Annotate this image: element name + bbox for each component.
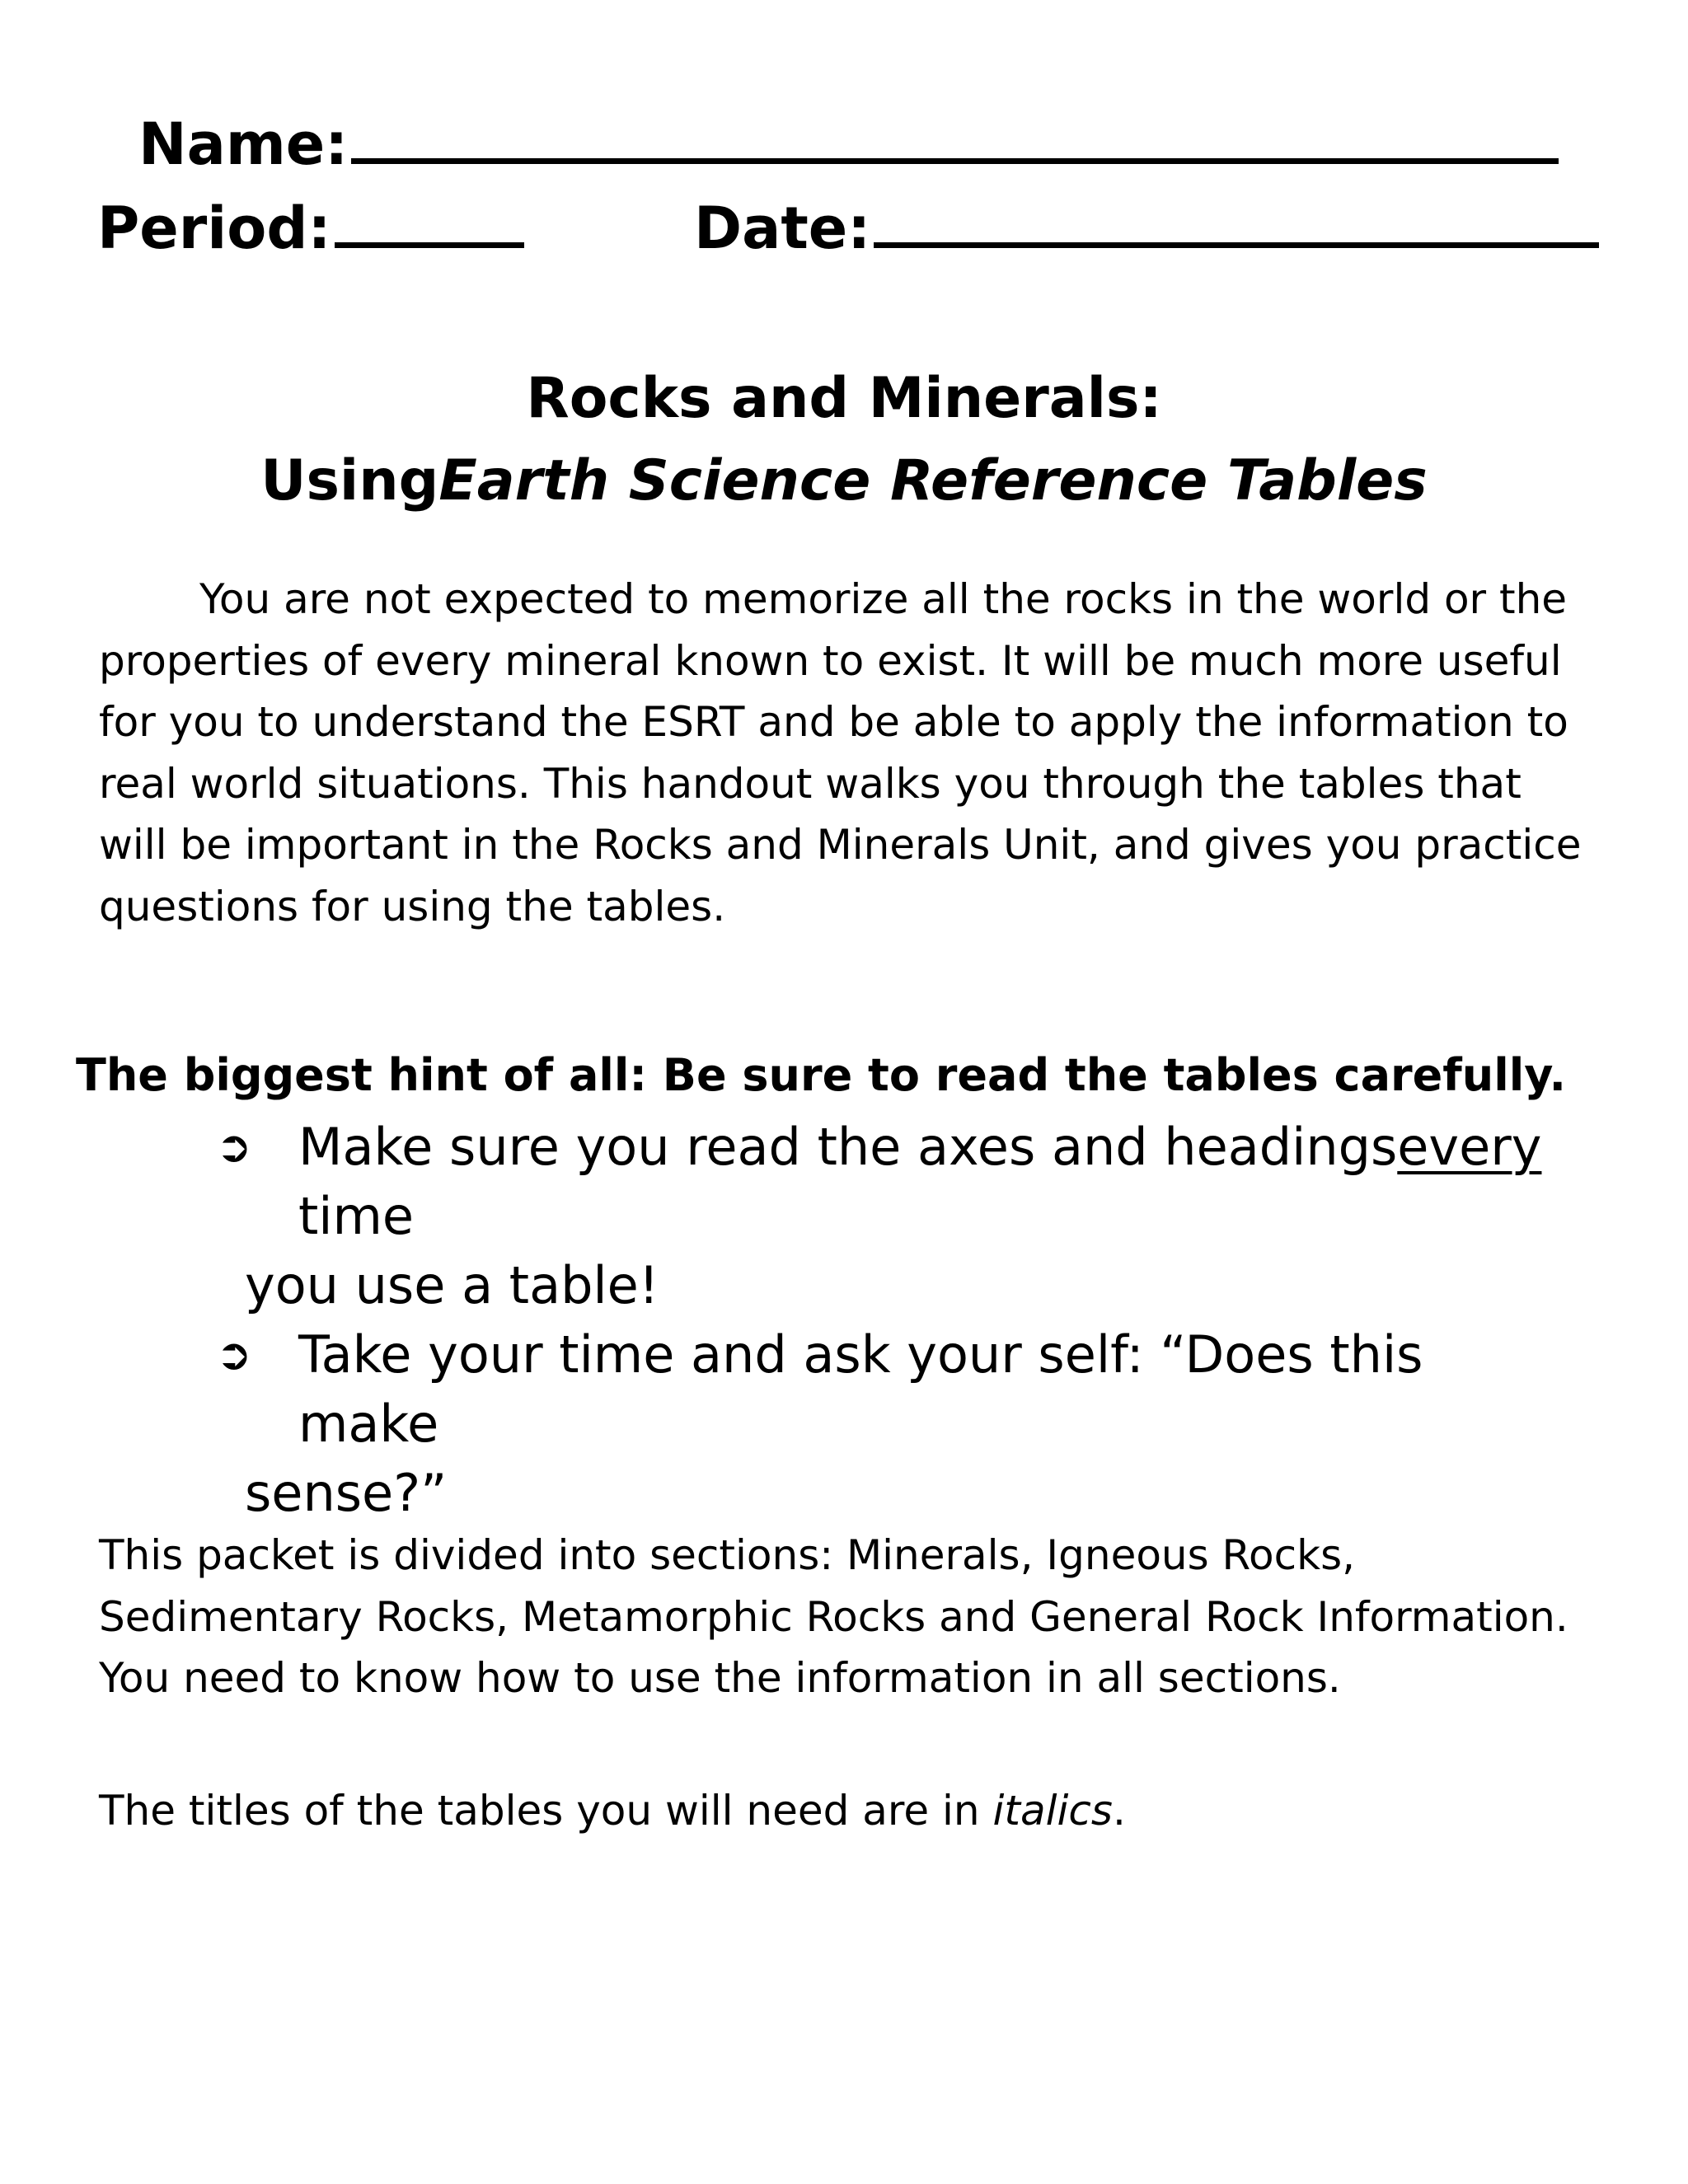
bullet-1-after: time — [298, 1186, 415, 1246]
list-item — [216, 1320, 1568, 1528]
bullet-1-continuation: you use a table! — [245, 1255, 659, 1315]
sections-line: You need to know how to use the information in all sections. — [99, 1654, 1341, 1702]
date-field — [694, 191, 1599, 265]
name-blank-line[interactable] — [351, 109, 1559, 164]
titles-note-before: The titles of the tables you will need are in — [99, 1787, 993, 1835]
period-field — [97, 191, 524, 265]
bullet-2-text: Take your time and ask your self: “Does this make — [298, 1324, 1423, 1454]
arrow-right-circle-icon: ➲ — [216, 1122, 252, 1172]
hint-heading: The biggest hint of all: Be sure to read the tables carefully. — [76, 1049, 1566, 1101]
intro-line: questions for using the tables. — [99, 882, 726, 930]
bullet-1-underlined: every — [1397, 1117, 1542, 1177]
bullet-2-continuation: sense?” — [245, 1463, 448, 1523]
titles-note — [99, 1780, 1582, 1842]
date-label: Date: — [694, 194, 871, 262]
name-field — [138, 107, 1559, 181]
intro-paragraph — [99, 569, 1582, 937]
page-subtitle — [0, 440, 1688, 523]
date-blank-line[interactable] — [874, 193, 1599, 248]
period-blank-line[interactable] — [335, 193, 524, 248]
intro-line: for you to understand the ESRT and be able to apply the information to — [99, 698, 1568, 746]
subtitle-prefix: Using — [260, 448, 439, 513]
sections-line: This packet is divided into sections: Minerals, Igneous Rocks, — [99, 1531, 1356, 1579]
intro-line: will be important in the Rocks and Minerals Unit, and gives you practice — [99, 821, 1582, 869]
sections-paragraph — [99, 1525, 1582, 1709]
hint-bullet-list — [216, 1113, 1568, 1528]
subtitle-italic: Earth Science Reference Tables — [438, 448, 1428, 513]
arrow-right-circle-icon: ➲ — [216, 1330, 252, 1380]
intro-line: properties of every mineral known to exist. It will be much more useful — [99, 636, 1562, 685]
name-label: Name: — [138, 110, 349, 178]
intro-line: You are not expected to memorize all the rocks in the world or the — [199, 575, 1568, 623]
titles-note-after: . — [1112, 1787, 1126, 1835]
intro-line: real world situations. This handout walks you through the tables that — [99, 759, 1522, 808]
period-label: Period: — [97, 194, 331, 262]
list-item — [216, 1113, 1568, 1320]
titles-note-italic: italics — [992, 1787, 1113, 1835]
sections-line: Sedimentary Rocks, Metamorphic Rocks and General Rock Information. — [99, 1592, 1568, 1641]
page-title: Rocks and Minerals: — [526, 366, 1162, 431]
bullet-1-before: Make sure you read the axes and headings — [298, 1117, 1398, 1177]
